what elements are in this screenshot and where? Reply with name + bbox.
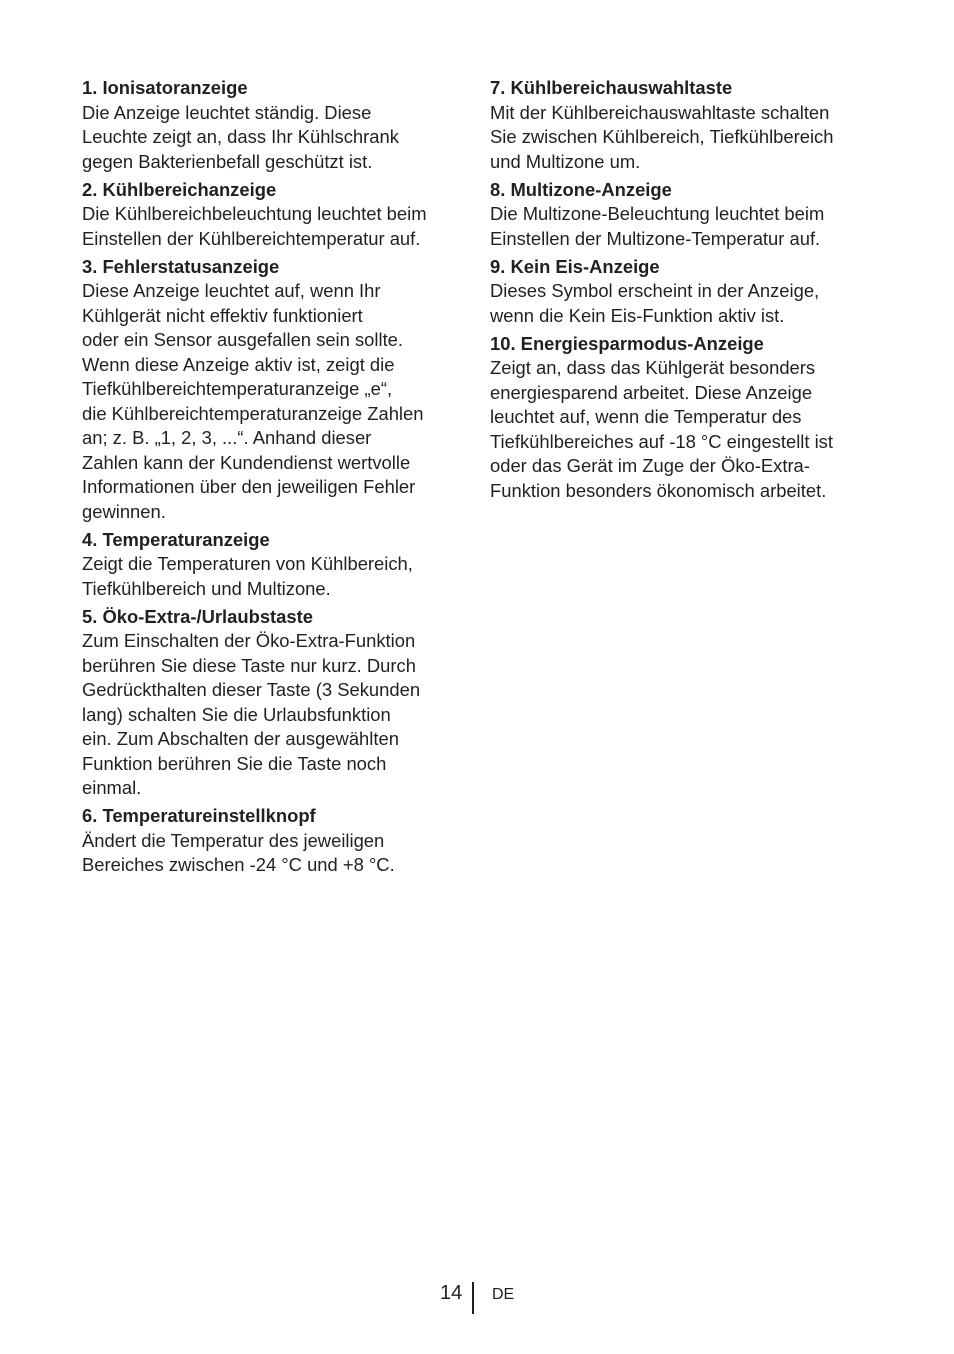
page-number-divider [472,1282,474,1314]
body-text-line: Funktion berühren Sie die Taste noch [82,752,387,774]
body-text-line: Zeigt die Temperaturen von Kühlbereich, [82,553,413,574]
body-text-line: Einstellen der Multizone-Temperatur auf. [490,227,821,249]
body-text-line: Ändert die Temperatur des jeweiligen [82,829,385,851]
section-body [490,279,870,328]
body-text-line: oder das Gerät im Zuge der Öko-Extra- [490,455,810,476]
section-body [82,552,462,601]
section [82,804,462,878]
section-heading: 7. Kühlbereichauswahltaste [490,77,733,98]
body-text-line: berühren Sie diese Taste nur kurz. Durch [82,654,416,676]
section [490,332,870,504]
body-text-line: Bereiches zwischen -24 °C und +8 °C. [82,854,395,875]
body-text-line: Wenn diese Anzeige aktiv ist, zeigt die [82,353,395,375]
body-text-line: Informationen über den jeweiligen Fehler [82,476,416,497]
body-text-line: energiesparend arbeitet. Diese Anzeige [490,381,813,403]
section [82,528,462,602]
body-text-line: und Multizone um. [490,150,641,172]
section-heading: 8. Multizone-Anzeige [490,178,672,200]
section-body [490,101,870,175]
page-footer [0,1280,954,1316]
section-heading: 3. Fehlerstatusanzeige [82,255,280,277]
body-text-line: an; z. B. „1, 2, 3, ...“. Anhand dieser [82,427,372,448]
section [490,255,870,329]
section [82,605,462,801]
body-text-line: Diese Anzeige leuchtet auf, wenn Ihr [82,280,381,301]
body-text-line: Dieses Symbol erscheint in der Anzeige, [490,280,820,301]
body-text-line: Zeigt an, dass das Kühlgerät besonders [490,357,816,378]
body-text-line: Die Multizone-Beleuchtung leuchtet beim [490,203,825,224]
section [82,178,462,252]
body-text-line: Tiefkühlbereiches auf -18 °C eingestellt ist [490,430,833,452]
body-text-line: Sie zwischen Kühlbereich, Tiefkühlbereich [490,126,834,147]
body-text-line: einmal. [82,777,142,798]
section-heading: 10. Energiesparmodus-Anzeige [490,332,764,354]
body-text-line: ein. Zum Abschalten der ausgewählten [82,728,399,749]
body-text-line: oder ein Sensor ausgefallen sein sollte. [82,329,404,350]
language-code: DE [492,1286,515,1303]
body-text-line: leuchtet auf, wenn die Temperatur des [490,406,802,427]
section-heading: 2. Kühlbereichanzeige [82,178,277,200]
section [490,76,870,174]
body-text-line: Leuchte zeigt an, dass Ihr Kühlschrank [82,126,399,147]
body-text-line: wenn die Kein Eis-Funktion aktiv ist. [490,304,785,326]
body-text-line: Mit der Kühlbereichauswahltaste schalten [490,101,830,123]
section-body [82,629,462,801]
body-text-line: gegen Bakterienbefall geschützt ist. [82,150,373,172]
section-heading: 1. Ionisatoranzeige [82,77,248,98]
body-text-line: Die Anzeige leuchtet ständig. Diese [82,101,372,123]
section-body [82,829,462,878]
section-heading: 4. Temperaturanzeige [82,528,270,550]
section [490,178,870,252]
body-text-line: Zum Einschalten der Öko-Extra-Funktion [82,630,416,651]
body-text-line: die Kühlbereichtemperaturanzeige Zahlen [82,402,424,424]
body-text-line: lang) schalten Sie die Urlaubsfunktion [82,703,391,725]
section-heading: 6. Temperatureinstellknopf [82,805,316,826]
section-body [490,202,870,251]
body-text-line: Tiefkühlbereichtemperaturanzeige „e“, [82,378,393,399]
section-body [82,279,462,524]
section-heading: 5. Öko-Extra-/Urlaubstaste [82,605,313,627]
body-text-line: Zahlen kann der Kundendienst wertvolle [82,451,411,473]
section-body [82,202,462,251]
page-number: 14 [440,1282,463,1304]
section [82,255,462,525]
left-column [82,76,462,881]
section-body [82,101,462,175]
body-text-line: Einstellen der Kühlbereichtemperatur auf. [82,227,421,249]
body-text-line: Kühlgerät nicht effektiv funktioniert [82,304,363,326]
section-body [490,356,870,503]
body-text-line: gewinnen. [82,500,166,522]
right-column [490,76,870,507]
body-text-line: Gedrückthalten dieser Taste (3 Sekunden [82,679,421,700]
body-text-line: Funktion besonders ökonomisch arbeitet. [490,479,827,501]
body-text-line: Die Kühlbereichbeleuchtung leuchtet beim [82,203,427,224]
body-text-line: Tiefkühlbereich und Multizone. [82,577,331,599]
section-heading: 9. Kein Eis-Anzeige [490,255,660,277]
section [82,76,462,174]
